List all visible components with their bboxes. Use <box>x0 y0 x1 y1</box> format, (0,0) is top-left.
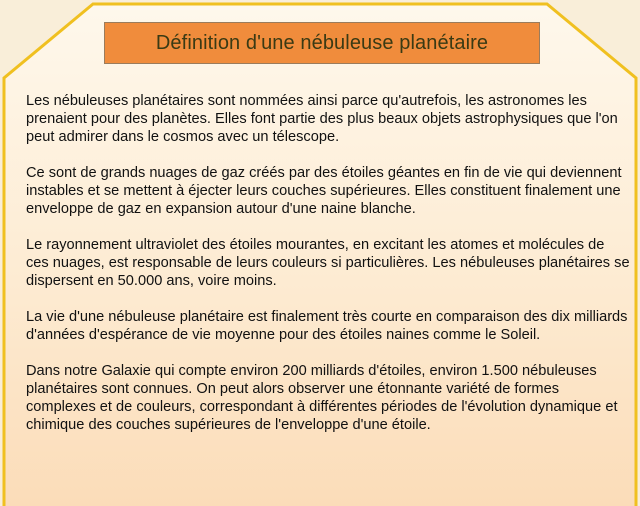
title-box <box>104 22 540 64</box>
paragraph: Le rayonnement ultraviolet des étoiles mourantes, en excitant les atomes et molécules de ces nuages, est responsable de leurs couleurs si particulières. Les nébuleuses planétaires se dispersent en 50.000 ans, voire moins. <box>26 237 630 289</box>
paragraph: Dans notre Galaxie qui compte environ 200 milliards d'étoiles, environ 1.500 nébuleuses planétaires sont connues. On peut alors observer une étonnante variété de formes complexes et de couleurs, correspondant à différentes périodes de l'évolution dynamique et chimique des couches supérieures de l'enveloppe d'une étoile. <box>26 363 618 433</box>
page-title: Définition d'une nébuleuse planétaire <box>155 31 489 54</box>
paragraph: Les nébuleuses planétaires sont nommées ainsi parce qu'autrefois, les astronomes les prenaient pour des planètes. Elles font partie des plus beaux objets astrophysiques que l'on peut admirer dans le cosmos avec un télescope. <box>26 93 618 145</box>
paragraph: La vie d'une nébuleuse planétaire est finalement très courte en comparaison des dix milliards d'années d'espérance de vie moyenne pour des étoiles naines comme le Soleil. <box>26 309 628 343</box>
definition-text <box>26 92 630 452</box>
paragraph: Ce sont de grands nuages de gaz créés par des étoiles géantes en fin de vie qui deviennent instables et se mettent à éjecter leurs couches supérieures. Elles constituent finalement une enveloppe de gaz en expansion autour d'une naine blanche. <box>26 165 622 217</box>
